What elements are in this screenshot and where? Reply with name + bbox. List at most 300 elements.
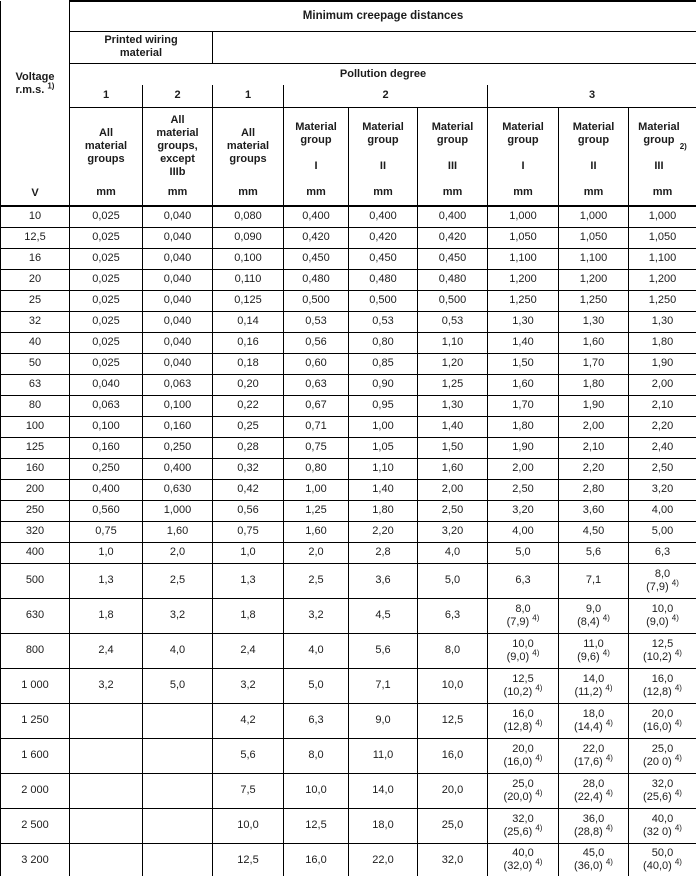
value-cell: 0,040 bbox=[70, 374, 143, 395]
value-cell: 2,20 bbox=[559, 458, 629, 479]
value-cell: 1,80 bbox=[629, 332, 696, 353]
value-cell: 0,450 bbox=[284, 248, 349, 269]
value-cell: 8,0 bbox=[418, 633, 488, 668]
value-cell: 0,400 bbox=[143, 458, 213, 479]
value-cell: 18,0 (14,4) $^{4)}$ bbox=[559, 703, 629, 738]
value-cell: 0,025 bbox=[70, 290, 143, 311]
value-cell: 1,250 bbox=[629, 290, 696, 311]
value-cell: 0,090 bbox=[213, 227, 284, 248]
value-cell: 2,8 bbox=[349, 542, 418, 563]
unit-label: mm bbox=[513, 185, 533, 198]
value-cell: 2,0 bbox=[284, 542, 349, 563]
group-title: All material groups, except IIIb bbox=[156, 114, 199, 179]
value-cell: 36,0 (28,8) $^{4)}$ bbox=[559, 808, 629, 843]
value-cell: 40,0 (32,0) $^{4)}$ bbox=[488, 843, 559, 876]
value-cell: 2,10 bbox=[559, 437, 629, 458]
value-cell bbox=[143, 703, 213, 738]
group-title: All material groups bbox=[226, 127, 270, 166]
value-cell: 12,5 (10,2) $^{4)}$ bbox=[488, 668, 559, 703]
voltage-cell: 40 bbox=[1, 332, 70, 353]
value-cell: 0,400 bbox=[70, 479, 143, 500]
value-cell: 1,40 bbox=[488, 332, 559, 353]
voltage-cell: 1 600 bbox=[1, 738, 70, 773]
value-cell bbox=[143, 738, 213, 773]
value-cell: 5,0 bbox=[488, 542, 559, 563]
value-cell: 5,00 bbox=[629, 521, 696, 542]
value-cell: 0,100 bbox=[70, 416, 143, 437]
material-group-header-5 bbox=[349, 107, 418, 206]
value-cell: 0,16 bbox=[213, 332, 284, 353]
value-cell: 1,200 bbox=[488, 269, 559, 290]
value-cell: 2,40 bbox=[629, 437, 696, 458]
value-cell: 0,60 bbox=[284, 353, 349, 374]
value-cell: 1,8 bbox=[70, 598, 143, 633]
voltage-unit-label: V bbox=[31, 187, 39, 199]
value-cell: 1,100 bbox=[629, 248, 696, 269]
unit-label: mm bbox=[442, 185, 463, 198]
value-cell: 2,50 bbox=[629, 458, 696, 479]
value-cell: 0,42 bbox=[213, 479, 284, 500]
value-cell: 3,2 bbox=[70, 668, 143, 703]
voltage-cell: 500 bbox=[1, 563, 70, 598]
value-cell: 0,040 bbox=[143, 332, 213, 353]
value-cell: 1,10 bbox=[418, 332, 488, 353]
table-row-32 bbox=[1, 311, 696, 332]
value-cell: 18,0 bbox=[349, 808, 418, 843]
voltage-cell: 16 bbox=[1, 248, 70, 269]
table-row-63 bbox=[1, 374, 696, 395]
value-cell: 2,00 bbox=[418, 479, 488, 500]
material-group-header-8 bbox=[559, 107, 629, 206]
printed-wiring-row bbox=[1, 31, 696, 63]
voltage-cell: 3 200 bbox=[1, 843, 70, 876]
value-cell: 1,90 bbox=[488, 437, 559, 458]
value-cell: 4,50 bbox=[559, 521, 629, 542]
voltage-cell: 25 bbox=[1, 290, 70, 311]
value-cell: 6,3 bbox=[488, 563, 559, 598]
value-cell: 1,05 bbox=[349, 437, 418, 458]
value-cell: 0,22 bbox=[213, 395, 284, 416]
voltage-cell: 80 bbox=[1, 395, 70, 416]
printed-wiring-header: Printed wiring material bbox=[70, 31, 213, 63]
value-cell: 0,250 bbox=[70, 458, 143, 479]
value-cell bbox=[70, 843, 143, 876]
value-cell: 1,70 bbox=[559, 353, 629, 374]
table-row-2_000 bbox=[1, 773, 696, 808]
value-cell: 4,0 bbox=[143, 633, 213, 668]
value-cell: 1,0 bbox=[213, 542, 284, 563]
table-row-40 bbox=[1, 332, 696, 353]
value-cell: 12,5 (10,2) $^{4)}$ bbox=[629, 633, 696, 668]
value-cell: 0,450 bbox=[418, 248, 488, 269]
value-cell: 1,250 bbox=[559, 290, 629, 311]
voltage-cell: 12,5 bbox=[1, 227, 70, 248]
value-cell: 0,630 bbox=[143, 479, 213, 500]
value-cell: 5,6 bbox=[559, 542, 629, 563]
value-cell: 5,0 bbox=[418, 563, 488, 598]
material-group-header-4 bbox=[284, 107, 349, 206]
value-cell: 1,10 bbox=[349, 458, 418, 479]
voltage-cell: 630 bbox=[1, 598, 70, 633]
unit-label: mm bbox=[583, 185, 604, 198]
group-title: Material group III bbox=[431, 120, 474, 172]
value-cell: 2,10 bbox=[629, 395, 696, 416]
material-group-header-9 bbox=[629, 107, 696, 206]
value-cell: 0,75 bbox=[284, 437, 349, 458]
value-cell: 2,4 bbox=[70, 633, 143, 668]
value-cell: 0,450 bbox=[349, 248, 418, 269]
value-cell: 0,040 bbox=[143, 311, 213, 332]
pollution-degree-2: 2 bbox=[143, 85, 213, 107]
voltage-cell: 100 bbox=[1, 416, 70, 437]
value-cell: 0,85 bbox=[349, 353, 418, 374]
value-cell: 1,40 bbox=[349, 479, 418, 500]
value-cell: 12,5 bbox=[213, 843, 284, 876]
value-cell: 2,20 bbox=[629, 416, 696, 437]
title-row bbox=[1, 1, 696, 31]
voltage-cell: 800 bbox=[1, 633, 70, 668]
value-cell: 0,53 bbox=[284, 311, 349, 332]
value-cell: 16,0 (12,8) $^{4)}$ bbox=[629, 668, 696, 703]
value-cell: 0,125 bbox=[213, 290, 284, 311]
value-cell: 0,040 bbox=[143, 227, 213, 248]
value-cell: 4,2 bbox=[213, 703, 284, 738]
value-cell: 0,80 bbox=[284, 458, 349, 479]
value-cell: 0,67 bbox=[284, 395, 349, 416]
value-cell: 1,30 bbox=[488, 311, 559, 332]
value-cell bbox=[143, 808, 213, 843]
group-title: Material group I bbox=[502, 120, 544, 172]
unit-label: mm bbox=[652, 185, 673, 198]
value-cell bbox=[143, 843, 213, 876]
value-cell: 12,5 bbox=[418, 703, 488, 738]
value-cell: 25,0 bbox=[418, 808, 488, 843]
value-cell bbox=[70, 703, 143, 738]
value-cell: 20,0 (16,0) $^{4)}$ bbox=[629, 703, 696, 738]
table-row-500 bbox=[1, 563, 696, 598]
value-cell: 1,000 bbox=[488, 206, 559, 227]
value-cell: 0,56 bbox=[213, 500, 284, 521]
value-cell: 1,200 bbox=[559, 269, 629, 290]
value-cell: 5,6 bbox=[349, 633, 418, 668]
value-cell: 14,0 bbox=[349, 773, 418, 808]
value-cell: 1,80 bbox=[559, 374, 629, 395]
value-cell: 3,2 bbox=[284, 598, 349, 633]
value-cell: 0,040 bbox=[143, 206, 213, 227]
group-title: Material group II bbox=[362, 120, 404, 172]
value-cell: 0,420 bbox=[418, 227, 488, 248]
voltage-cell: 50 bbox=[1, 353, 70, 374]
value-cell: 1,0 bbox=[70, 542, 143, 563]
value-cell: 1,8 bbox=[213, 598, 284, 633]
table-row-1_000 bbox=[1, 668, 696, 703]
value-cell: 1,80 bbox=[349, 500, 418, 521]
value-cell: 0,025 bbox=[70, 227, 143, 248]
value-cell: 0,100 bbox=[213, 248, 284, 269]
value-cell: 0,420 bbox=[349, 227, 418, 248]
value-cell: 1,000 bbox=[143, 500, 213, 521]
voltage-cell: 32 bbox=[1, 311, 70, 332]
table-row-10 bbox=[1, 206, 696, 227]
table-row-16 bbox=[1, 248, 696, 269]
value-cell: 6,3 bbox=[284, 703, 349, 738]
voltage-cell: 400 bbox=[1, 542, 70, 563]
value-cell: 3,2 bbox=[213, 668, 284, 703]
value-cell: 25,0 (20 0) $^{4)}$ bbox=[629, 738, 696, 773]
value-cell: 3,6 bbox=[349, 563, 418, 598]
value-cell: 6,3 bbox=[418, 598, 488, 633]
pollution-degree-1: 1 bbox=[70, 85, 143, 107]
pollution-degree-2: 2 bbox=[284, 85, 488, 107]
value-cell: 10,0 bbox=[284, 773, 349, 808]
voltage-cell: 63 bbox=[1, 374, 70, 395]
value-cell: 0,25 bbox=[213, 416, 284, 437]
value-cell: 3,20 bbox=[488, 500, 559, 521]
value-cell: 2,20 bbox=[349, 521, 418, 542]
value-cell: 1,30 bbox=[629, 311, 696, 332]
value-cell: 1,3 bbox=[213, 563, 284, 598]
voltage-cell: 10 bbox=[1, 206, 70, 227]
value-cell: 1,60 bbox=[143, 521, 213, 542]
value-cell: 0,28 bbox=[213, 437, 284, 458]
group-title: Material group II bbox=[572, 120, 615, 172]
value-cell: 1,050 bbox=[629, 227, 696, 248]
material-group-header-2 bbox=[143, 107, 213, 206]
value-cell: 16,0 (12,8) $^{4)}$ bbox=[488, 703, 559, 738]
value-cell: 22,0 (17,6) $^{4)}$ bbox=[559, 738, 629, 773]
value-cell: 0,20 bbox=[213, 374, 284, 395]
value-cell: 1,80 bbox=[488, 416, 559, 437]
voltage-cell: 20 bbox=[1, 269, 70, 290]
value-cell: 4,00 bbox=[629, 500, 696, 521]
empty-header-cell bbox=[213, 31, 696, 63]
value-cell: 0,025 bbox=[70, 332, 143, 353]
value-cell: 0,025 bbox=[70, 248, 143, 269]
unit-label: mm bbox=[96, 185, 116, 198]
table-row-250 bbox=[1, 500, 696, 521]
value-cell: 0,080 bbox=[213, 206, 284, 227]
value-cell: 10,0 bbox=[418, 668, 488, 703]
value-cell: 8,0 (7,9) $^{4)}$ bbox=[488, 598, 559, 633]
value-cell: 6,3 bbox=[629, 542, 696, 563]
unit-label: mm bbox=[306, 185, 326, 198]
value-cell: 0,480 bbox=[349, 269, 418, 290]
voltage-cell: 1 000 bbox=[1, 668, 70, 703]
value-cell: 1,100 bbox=[559, 248, 629, 269]
value-cell: 4,0 bbox=[284, 633, 349, 668]
unit-label: mm bbox=[167, 185, 188, 198]
table-row-100 bbox=[1, 416, 696, 437]
value-cell: 9,0 bbox=[349, 703, 418, 738]
value-cell: 4,5 bbox=[349, 598, 418, 633]
pollution-degree-1: 1 bbox=[213, 85, 284, 107]
value-cell: 2,50 bbox=[418, 500, 488, 521]
value-cell: 1,60 bbox=[559, 332, 629, 353]
value-cell: 10,0 bbox=[213, 808, 284, 843]
value-cell: 0,040 bbox=[143, 353, 213, 374]
value-cell: 0,160 bbox=[143, 416, 213, 437]
voltage-cell: 250 bbox=[1, 500, 70, 521]
value-cell bbox=[143, 773, 213, 808]
group-title: All material groups bbox=[84, 127, 128, 166]
value-cell: 3,20 bbox=[629, 479, 696, 500]
value-cell: 32,0 (25,6) $^{4)}$ bbox=[629, 773, 696, 808]
value-cell: 0,560 bbox=[70, 500, 143, 521]
value-cell: 0,32 bbox=[213, 458, 284, 479]
voltage-cell: 160 bbox=[1, 458, 70, 479]
value-cell: 3,60 bbox=[559, 500, 629, 521]
value-cell: 0,025 bbox=[70, 206, 143, 227]
table-row-12_5 bbox=[1, 227, 696, 248]
value-cell: 1,200 bbox=[629, 269, 696, 290]
value-cell: 0,160 bbox=[70, 437, 143, 458]
value-cell: 1,000 bbox=[629, 206, 696, 227]
value-cell: 0,56 bbox=[284, 332, 349, 353]
value-cell: 1,100 bbox=[488, 248, 559, 269]
pollution-degree-header: Pollution degree bbox=[70, 63, 696, 85]
table-row-25 bbox=[1, 290, 696, 311]
value-cell: 0,040 bbox=[143, 290, 213, 311]
value-cell: 1,3 bbox=[70, 563, 143, 598]
value-cell: 40,0 (32 0) $^{4)}$ bbox=[629, 808, 696, 843]
value-cell: 9,0 (8,4) $^{4)}$ bbox=[559, 598, 629, 633]
value-cell: 3,2 bbox=[143, 598, 213, 633]
value-cell: 14,0 (11,2) $^{4)}$ bbox=[559, 668, 629, 703]
table-row-200 bbox=[1, 479, 696, 500]
value-cell: 1,90 bbox=[629, 353, 696, 374]
material-group-header-6 bbox=[418, 107, 488, 206]
value-cell: 11,0 bbox=[349, 738, 418, 773]
value-cell: 0,063 bbox=[143, 374, 213, 395]
value-cell: 32,0 bbox=[418, 843, 488, 876]
value-cell: 1,25 bbox=[418, 374, 488, 395]
value-cell: 1,40 bbox=[418, 416, 488, 437]
table-row-2_500 bbox=[1, 808, 696, 843]
value-cell: 1,000 bbox=[559, 206, 629, 227]
value-cell bbox=[70, 738, 143, 773]
value-cell: 0,500 bbox=[349, 290, 418, 311]
value-cell: 12,5 bbox=[284, 808, 349, 843]
table-row-800 bbox=[1, 633, 696, 668]
value-cell: 0,250 bbox=[143, 437, 213, 458]
value-cell: 2,80 bbox=[559, 479, 629, 500]
value-cell: 2,0 bbox=[143, 542, 213, 563]
value-cell: 1,30 bbox=[559, 311, 629, 332]
table-row-1_600 bbox=[1, 738, 696, 773]
value-cell: 4,0 bbox=[418, 542, 488, 563]
value-cell: 1,30 bbox=[418, 395, 488, 416]
table-row-320 bbox=[1, 521, 696, 542]
table-row-630 bbox=[1, 598, 696, 633]
value-cell: 0,110 bbox=[213, 269, 284, 290]
value-cell: 1,00 bbox=[349, 416, 418, 437]
value-cell: 50,0 (40,0) $^{4)}$ bbox=[629, 843, 696, 876]
material-group-header-1 bbox=[70, 107, 143, 206]
table-row-160 bbox=[1, 458, 696, 479]
value-cell: 7,1 bbox=[349, 668, 418, 703]
value-cell: 10,0 (9,0) $^{4)}$ bbox=[488, 633, 559, 668]
table-row-125 bbox=[1, 437, 696, 458]
voltage-cell: 2 000 bbox=[1, 773, 70, 808]
unit-label: mm bbox=[238, 185, 258, 198]
value-cell: 0,500 bbox=[284, 290, 349, 311]
value-cell: 28,0 (22,4) $^{4)}$ bbox=[559, 773, 629, 808]
degree-numbers-row bbox=[1, 85, 696, 107]
value-cell: 10,0 (9,0) $^{4)}$ bbox=[629, 598, 696, 633]
value-cell: 2,00 bbox=[629, 374, 696, 395]
voltage-cell: 200 bbox=[1, 479, 70, 500]
pollution-degree-row bbox=[1, 63, 696, 85]
value-cell: 5,0 bbox=[284, 668, 349, 703]
table-row-50 bbox=[1, 353, 696, 374]
value-cell: 16,0 bbox=[284, 843, 349, 876]
value-cell: 0,400 bbox=[284, 206, 349, 227]
value-cell: 0,400 bbox=[418, 206, 488, 227]
value-cell: 20,0 (16,0) $^{4)}$ bbox=[488, 738, 559, 773]
table-title: Minimum creepage distances bbox=[70, 1, 696, 31]
pollution-degree-3: 3 bbox=[488, 85, 696, 107]
value-cell: 0,18 bbox=[213, 353, 284, 374]
value-cell: 5,0 bbox=[143, 668, 213, 703]
table-row-80 bbox=[1, 395, 696, 416]
value-cell: 0,040 bbox=[143, 248, 213, 269]
value-cell: 2,4 bbox=[213, 633, 284, 668]
value-cell: 0,75 bbox=[70, 521, 143, 542]
value-cell: 0,80 bbox=[349, 332, 418, 353]
value-cell: 0,14 bbox=[213, 311, 284, 332]
value-cell: 22,0 bbox=[349, 843, 418, 876]
value-cell: 0,500 bbox=[418, 290, 488, 311]
value-cell: 8,0 (7,9) $^{4)}$ bbox=[629, 563, 696, 598]
value-cell: 0,025 bbox=[70, 269, 143, 290]
value-cell: 1,90 bbox=[559, 395, 629, 416]
value-cell: 1,50 bbox=[418, 437, 488, 458]
material-group-header-7 bbox=[488, 107, 559, 206]
value-cell: 11,0 (9,6) $^{4)}$ bbox=[559, 633, 629, 668]
value-cell: 0,420 bbox=[284, 227, 349, 248]
value-cell: 4,00 bbox=[488, 521, 559, 542]
table-row-20 bbox=[1, 269, 696, 290]
value-cell: 2,00 bbox=[488, 458, 559, 479]
value-cell bbox=[70, 773, 143, 808]
value-cell: 0,480 bbox=[418, 269, 488, 290]
value-cell: 1,00 bbox=[284, 479, 349, 500]
value-cell: 0,400 bbox=[349, 206, 418, 227]
value-cell: 32,0 (25,6) $^{4)}$ bbox=[488, 808, 559, 843]
value-cell: 0,75 bbox=[213, 521, 284, 542]
material-groups-row bbox=[1, 107, 696, 206]
value-cell: 0,025 bbox=[70, 311, 143, 332]
group-title: Material group III 2) bbox=[638, 120, 687, 172]
value-cell: 1,050 bbox=[488, 227, 559, 248]
voltage-cell: 2 500 bbox=[1, 808, 70, 843]
value-cell: 1,70 bbox=[488, 395, 559, 416]
value-cell: 8,0 bbox=[284, 738, 349, 773]
value-cell: 2,5 bbox=[284, 563, 349, 598]
value-cell: 0,53 bbox=[349, 311, 418, 332]
voltage-cell: 1 250 bbox=[1, 703, 70, 738]
value-cell: 0,90 bbox=[349, 374, 418, 395]
value-cell: 16,0 bbox=[418, 738, 488, 773]
value-cell: 0,95 bbox=[349, 395, 418, 416]
value-cell: 0,063 bbox=[70, 395, 143, 416]
value-cell: 2,50 bbox=[488, 479, 559, 500]
value-cell: 1,60 bbox=[488, 374, 559, 395]
value-cell: 3,20 bbox=[418, 521, 488, 542]
voltage-cell: 320 bbox=[1, 521, 70, 542]
group-title: Material group I bbox=[295, 120, 337, 172]
value-cell: 25,0 (20,0) $^{4)}$ bbox=[488, 773, 559, 808]
